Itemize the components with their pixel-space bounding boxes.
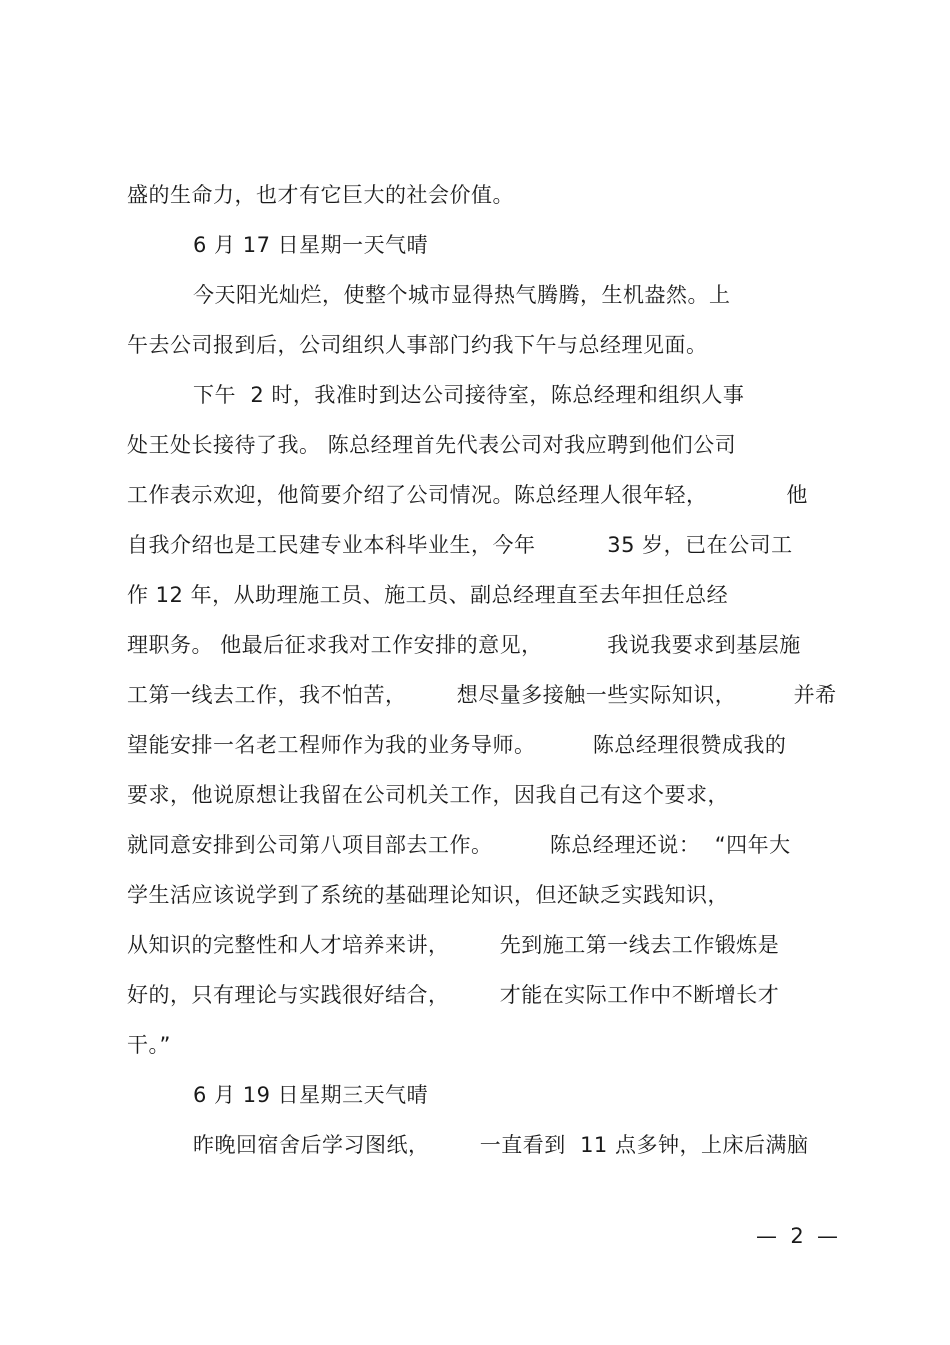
text-line: 工作表示欢迎，他简要介绍了公司情况。陈总经理人很年轻， 他 <box>127 483 808 507</box>
text-line: 午去公司报到后，公司组织人事部门约我下午与总经理见面。 <box>127 333 708 357</box>
text-line: 干。” <box>127 1033 171 1057</box>
diary-date-heading: 6 月 19 日星期三天气晴 <box>193 1083 429 1107</box>
text-line: 盛的生命力，也才有它巨大的社会价值。 <box>127 183 514 207</box>
text-line: 昨晚回宿舍后学习图纸， 一直看到 11 点多钟，上床后满脑 <box>193 1133 809 1157</box>
text-line: 要求，他说原想让我留在公司机关工作，因我自己有这个要求， <box>127 783 729 807</box>
text-line: 今天阳光灿烂，使整个城市显得热气腾腾，生机盎然。上 <box>193 283 731 307</box>
text-line: 工第一线去工作，我不怕苦， 想尽量多接触一些实际知识， 并希 <box>127 683 837 707</box>
text-line: 就同意安排到公司第八项目部去工作。 陈总经理还说： “四年大 <box>127 833 791 857</box>
text-line: 学生活应该说学到了系统的基础理论知识，但还缺乏实践知识， <box>127 883 729 907</box>
text-line: 理职务。 他最后征求我对工作安排的意见， 我说我要求到基层施 <box>127 633 801 657</box>
text-line: 好的，只有理论与实践很好结合， 才能在实际工作中不断增长才 <box>127 983 780 1007</box>
text-line: 作 12 年，从助理施工员、施工员、副总经理直至去年担任总经 <box>127 583 729 607</box>
text-line: 下午 2 时，我准时到达公司接待室，陈总经理和组织人事 <box>193 383 745 407</box>
text-line: 从知识的完整性和人才培养来讲， 先到施工第一线去工作锻炼是 <box>127 933 780 957</box>
text-line: 望能安排一名老工程师作为我的业务导师。 陈总经理很赞成我的 <box>127 733 787 757</box>
page-number: — 2 — <box>756 1224 839 1248</box>
text-line: 自我介绍也是工民建专业本科毕业生，今年 35 岁，已在公司工 <box>127 533 793 557</box>
text-line: 处王处长接待了我。 陈总经理首先代表公司对我应聘到他们公司 <box>127 433 737 457</box>
diary-date-heading: 6 月 17 日星期一天气晴 <box>193 233 429 257</box>
